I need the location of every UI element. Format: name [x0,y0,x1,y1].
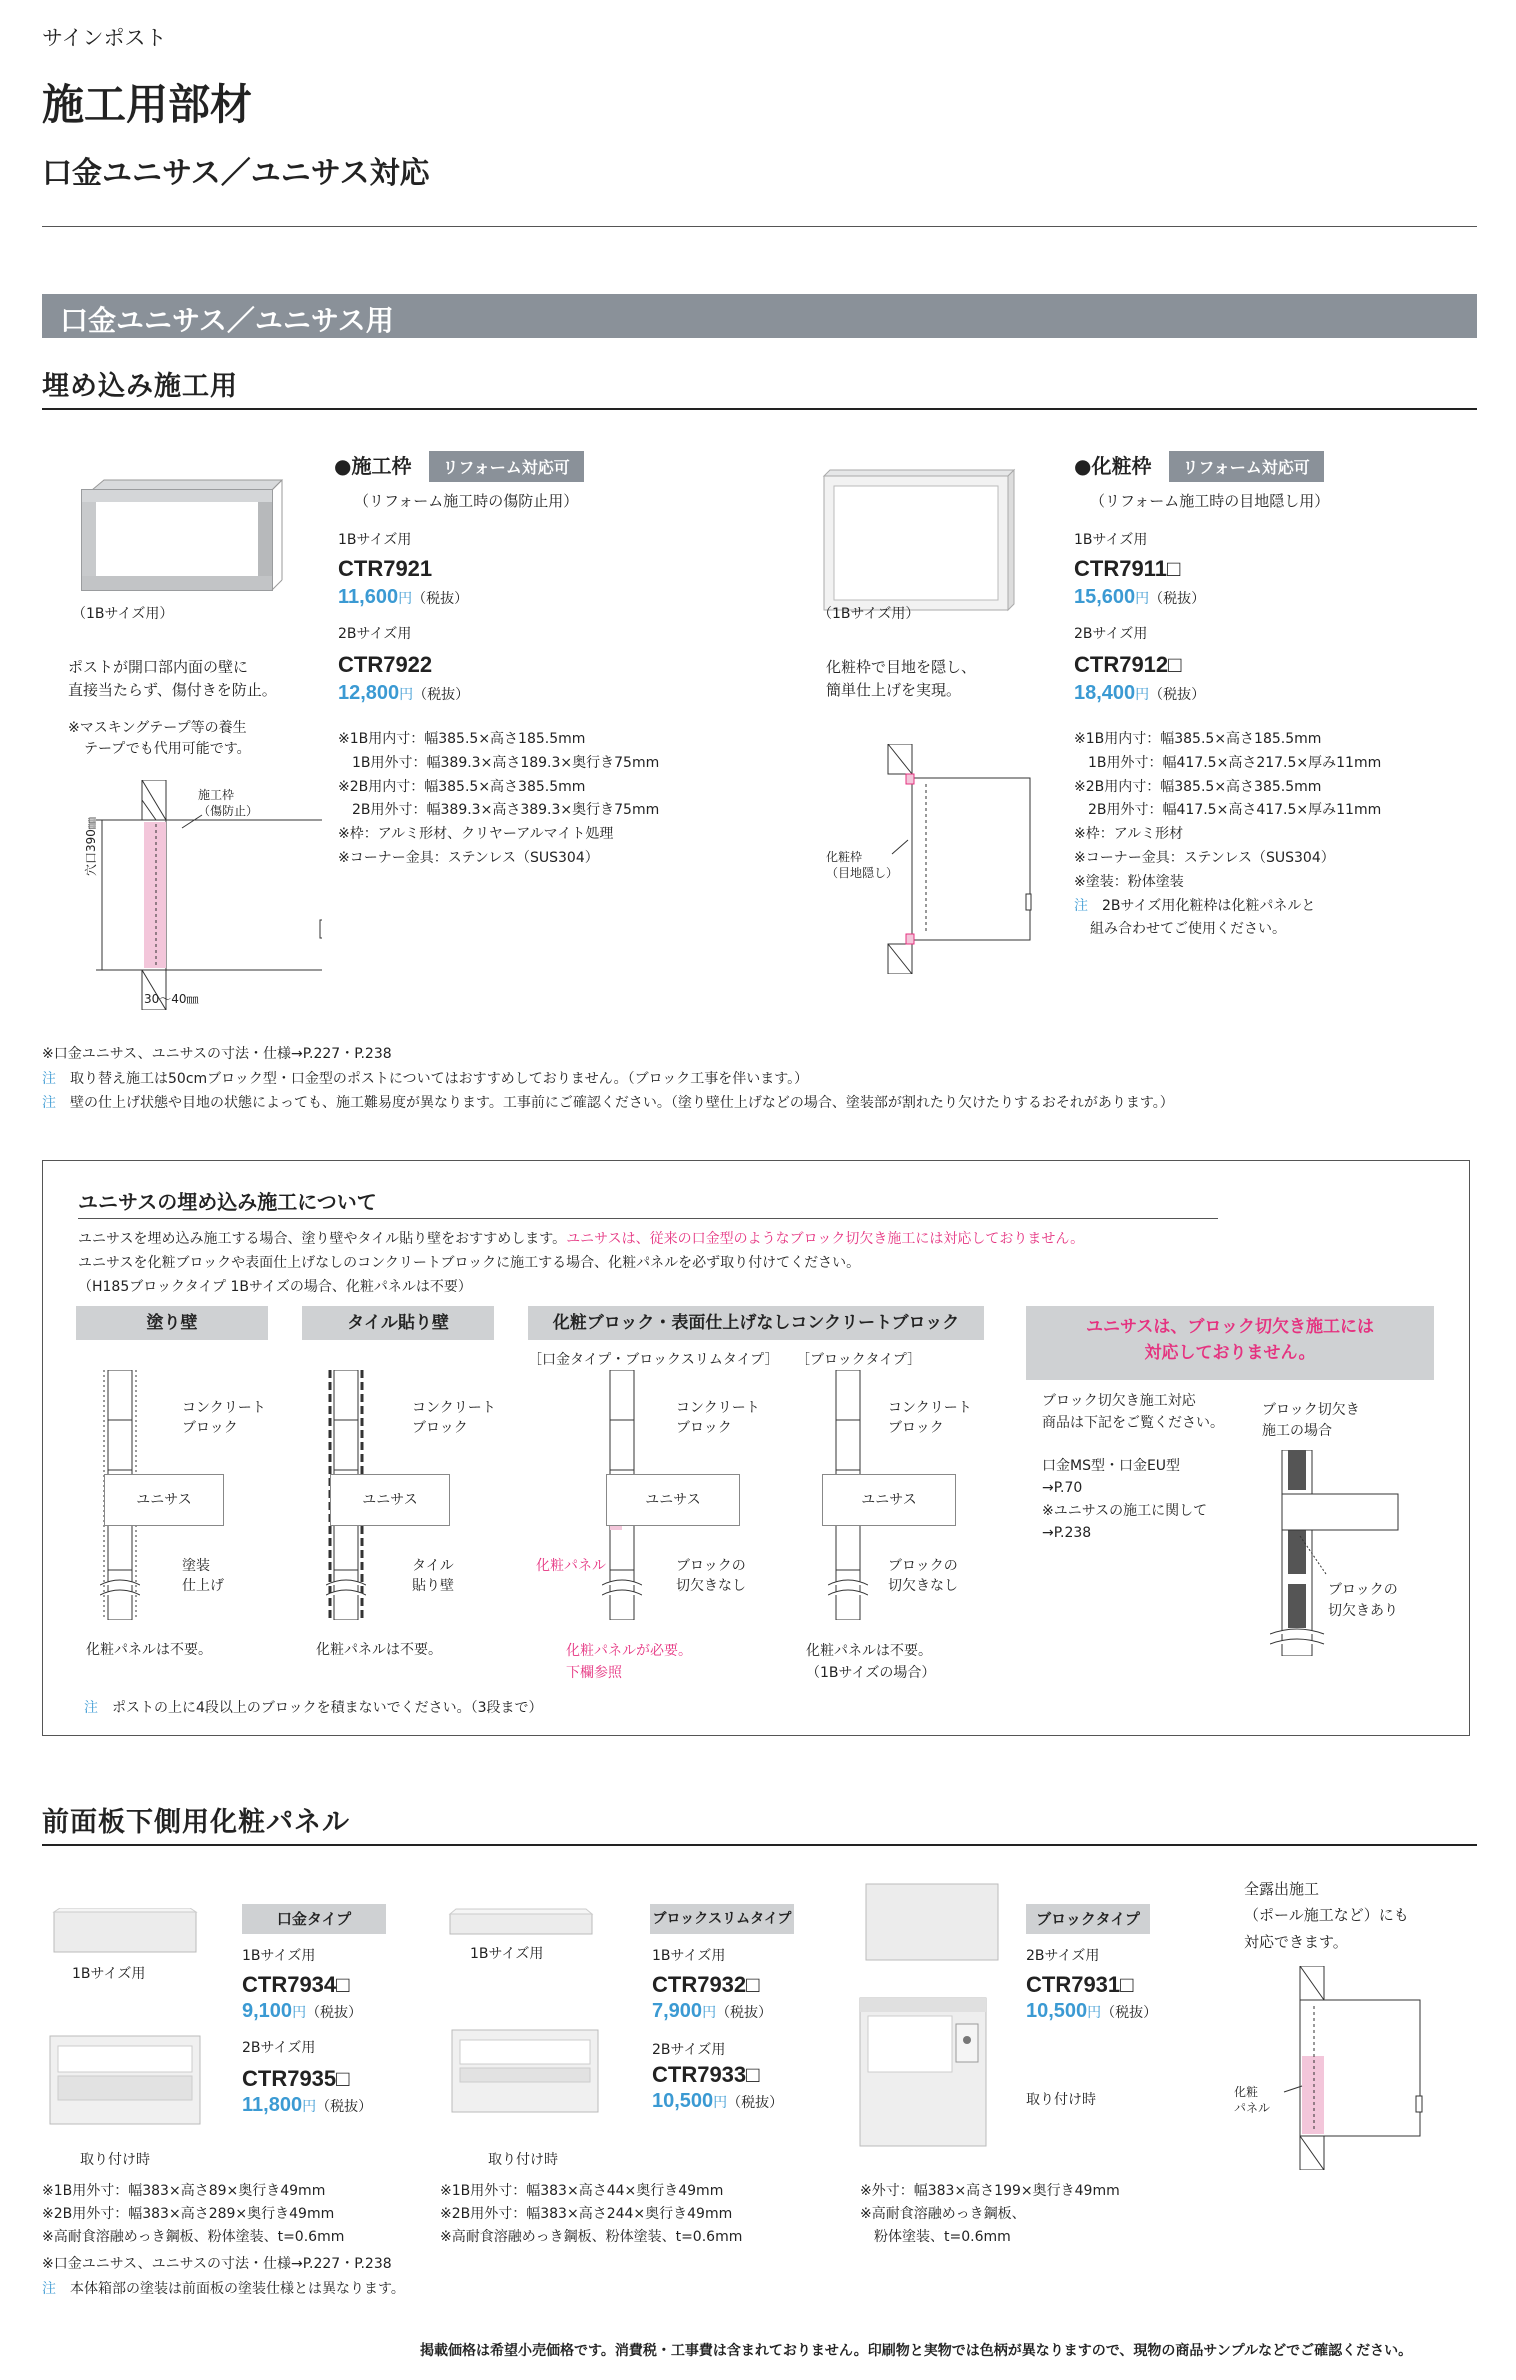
p2-tag: ブロックスリムタイプ [650,1904,794,1934]
spec-line: 粉体塗装、t=0.6mm [860,2229,1011,2246]
section1-rule [42,408,1477,410]
col4-cut-label [888,1556,958,1597]
panel-specs [1074,728,1381,942]
footnote-text: ※口金ユニサス、ユニサスの寸法・仕様→P.227・P.238 [42,1046,392,1062]
spec-line: ※高耐食溶融めっき鋼板、粉体塗装、t=0.6mm [42,2229,345,2246]
p4-line: 対応できます。 [1244,1932,1348,1951]
col3-panel-label: 化粧パネル [536,1558,606,1574]
col1-unisas-box: ユニサス [104,1474,224,1526]
spec-line: ※コーナー金具：ステンレス（SUS304） [338,849,599,866]
label-line: ブロック [182,1420,238,1437]
p2-price2 [652,2090,783,2113]
col1-caption: 化粧パネルは不要。 [86,1642,212,1658]
col2-finish-label [412,1556,454,1597]
caption-line: 下欄参照 [566,1665,622,1682]
label-line: コンクリート [676,1400,760,1416]
col5-line: →P.70 [1042,1480,1083,1497]
footnote-text: 壁の仕上げ状態や目地の状態によっても、施工難易度が異なります。工事前にご確認ください。（塗り壁仕上げなどの場合、塗装部が割れたり欠けたりするおそれがあります。） [70,1095,1174,1111]
frame-diag-dim-h: 30～40㎜ [144,992,199,1006]
col2-head: タイル貼り壁 [302,1306,494,1340]
label-line: 切欠きなし [888,1578,958,1595]
box-text [78,1228,1084,1299]
section2-title: 前面板下側用化粧パネル [42,1807,350,1838]
label-line: 施工の場合 [1262,1423,1332,1439]
p1-img2-caption: 取り付け時 [80,2152,150,2168]
yen: 円 [1135,686,1150,702]
frame-note-line: テープでも代用可能です。 [84,741,251,757]
spec-line: ※高耐食溶融めっき鋼板、 [860,2206,1026,2223]
price-value: 18,400 [1074,682,1136,704]
col5-block-cut-diagram [1270,1450,1400,1656]
yen: 円 [713,2094,728,2110]
p1-specs [42,2180,344,2249]
footnote [42,1091,1174,1116]
spec-line: ※枠：アルミ形材、クリヤーアルマイト処理 [338,826,614,843]
col4-caption [806,1640,935,1685]
box-line: （H185ブロックタイプ 1Bサイズの場合、化粧パネルは不要） [78,1278,472,1295]
label-line: 切欠きあり [1328,1603,1398,1619]
note-mark: 注 [42,1070,56,1087]
note-mark: 注 [1074,897,1088,914]
yen: 円 [292,2004,307,2020]
p1-img1-caption: 1Bサイズ用 [72,1966,146,1982]
panel-name: ●化粧枠 [1074,454,1152,478]
frame-code1: CTR7921 [338,556,433,581]
price-value: 11,800 [242,2094,303,2116]
spec-line: ※2B用外寸：幅383×高さ244×奥行き49mm [440,2206,733,2223]
tax-label: （税抜） [316,2098,373,2114]
label-line: 貼り壁 [412,1578,454,1595]
note-line: 組み合わせてご使用ください。 [1090,921,1286,938]
spec-line: ※外寸：幅383×高さ199×奥行き49mm [860,2183,1120,2199]
tax-label: （税抜） [1149,686,1206,702]
spec-line: 2B用外寸：幅389.3×高さ389.3×奥行き75mm [338,802,660,819]
tax-label: （税抜） [1101,2004,1158,2020]
yen: 円 [398,590,413,606]
price-value: 10,500 [652,2090,714,2112]
frame-info [334,450,584,482]
header-divider [42,226,1477,227]
p3-img2-caption: 取り付け時 [1026,2092,1096,2108]
frame-image-caption: （1Bサイズ用） [72,606,174,622]
panel-info [1074,450,1324,482]
section2-rule [42,1844,1477,1846]
tax-label: （税抜） [412,590,469,606]
frame-note [68,718,251,760]
p4-line: 全露出施工 [1244,1880,1320,1898]
spec-line: ※塗装：粉体塗装 [1074,873,1184,890]
col5-line: 商品は下記をご覧ください。 [1042,1415,1224,1432]
col5-head-line: 対応しておりません。 [1144,1343,1316,1364]
panel-price1 [1074,586,1205,609]
label-line: コンクリート [412,1400,496,1416]
price-value: 12,800 [338,682,400,704]
caption-line: 化粧パネルは不要。 [806,1643,932,1659]
tax-label: （税抜） [727,2094,784,2110]
frame-specs [338,728,659,871]
spec-line: 1B用外寸：幅389.3×高さ189.3×奥行き75mm [338,754,660,771]
caption-line: 化粧パネルが必要。 [566,1643,692,1659]
label-line: ブロックの [676,1558,746,1574]
spec-line: ※枠：アルミ形材 [1074,826,1184,843]
spec-line: ※2B用内寸：幅385.5×高さ385.5mm [338,778,586,795]
spec-line: ※コーナー金具：ステンレス（SUS304） [1074,849,1335,866]
panel-product-image [818,466,1018,616]
col4-unisas-box: ユニサス [822,1474,956,1526]
label-line: ブロック [676,1420,732,1437]
footnote [42,2277,405,2302]
col5-line: →P.238 [1042,1524,1092,1541]
yen: 円 [1135,590,1150,606]
note-text: ポストの上に4段以上のブロックを積まないでください。（3段まで） [112,1700,543,1716]
price-value: 10,500 [1026,2000,1088,2022]
frame-sub: （リフォーム施工時の傷防止用） [354,492,579,510]
spec-line: 2B用外寸：幅417.5×高さ417.5×厚み11mm [1074,802,1382,819]
p4-line: （ポール施工など）にも [1244,1906,1409,1925]
price-value: 9,100 [242,2000,293,2022]
col34-head: 化粧ブロック・表面仕上げなしコンクリートブロック [528,1306,984,1340]
price-value: 15,600 [1074,586,1136,608]
footer-disclaimer: 掲載価格は希望小売価格です。消費税・工事費は含まれておりません。印刷物と実物では色柄が異なりますので、現物の商品サンプルなどでご確認ください。 [420,2343,1413,2359]
note-mark: 注 [42,2280,56,2297]
p1-code2: CTR7935□ [242,2066,350,2091]
tax-label: （税抜） [413,686,470,702]
frame-code2: CTR7922 [338,652,433,677]
panel-sub: （リフォーム施工時の目地隠し用） [1090,492,1330,510]
price-value: 7,900 [652,2000,703,2022]
spec-line: ※1B用内寸：幅385.5×高さ185.5mm [1074,731,1322,747]
tax-label: （税抜） [306,2004,363,2020]
reform-tag: リフォーム対応可 [1169,451,1324,482]
p3-size1: 2Bサイズ用 [1026,1948,1100,1964]
yen: 円 [1087,2004,1102,2020]
p1-price2 [242,2094,372,2117]
panel-size2: 2Bサイズ用 [1074,626,1148,642]
box-line-1b: ユニサスは、従来の口金型のようなブロック切欠き施工には対応しておりません。 [566,1231,1085,1247]
section-band-label: 口金ユニサス／ユニサス用 [60,304,394,337]
price-value: 11,600 [338,586,399,608]
p3-2b-image [862,1880,1002,1964]
col3-sub: ［口金タイプ・ブロックスリムタイプ］ [528,1352,779,1368]
p2-size2: 2Bサイズ用 [652,2042,726,2058]
p1-installed-image [46,2028,204,2128]
p3-price1 [1026,2000,1157,2023]
panel-price2 [1074,682,1205,705]
p2-1b-image [446,1908,596,1938]
col5-line: 口金MS型・口金EU型 [1042,1457,1181,1474]
p2-specs [440,2180,742,2249]
p3-code1: CTR7931□ [1026,1972,1134,1997]
p1-size1: 1Bサイズ用 [242,1948,316,1964]
category-label: サインポスト [42,26,167,50]
panel-code1: CTR7911□ [1074,556,1181,581]
box-title-rule [78,1218,1218,1219]
spec-line: ※2B用内寸：幅385.5×高さ385.5mm [1074,778,1322,795]
yen: 円 [302,2098,317,2114]
label-line: ブロック [888,1420,944,1437]
label-line: ブロック切欠き [1262,1402,1360,1418]
frame-diag-dim-v: 穴口390㎜ [84,817,98,876]
yen: 円 [399,686,414,702]
frame-note-line: ※マスキングテープ等の養生 [68,720,247,736]
caption-line: （1Bサイズの場合） [806,1665,936,1682]
p2-img2-caption: 取り付け時 [488,2152,558,2168]
tax-label: （税抜） [716,2004,773,2020]
p2-price1 [652,2000,772,2023]
col5-line: ブロック切欠き施工対応 [1042,1393,1196,1409]
frame-price2 [338,682,469,705]
col3-cut-label [676,1556,746,1597]
panel-note [1074,895,1381,919]
page-title: 施工用部材 [42,80,253,129]
panel-desc-line: 簡単仕上げを実現。 [826,681,962,700]
p3-installed-image [856,1994,990,2150]
footnote: ※口金ユニサス、ユニサスの寸法・仕様→P.227・P.238 [42,2256,392,2272]
spec-line: ※1B用内寸：幅385.5×高さ185.5mm [338,731,586,747]
p2-code2: CTR7933□ [652,2062,760,2087]
label-line: 仕上げ [182,1578,224,1595]
box-line [78,1228,1084,1252]
spec-line: ※2B用外寸：幅383×高さ289×奥行き49mm [42,2206,335,2223]
label-line: パネル [1234,2101,1271,2116]
page-subtitle: 口金ユニサス／ユニサス対応 [42,156,430,191]
p3-specs [860,2180,1120,2249]
col5-head [1026,1306,1434,1380]
panel-desc [826,656,976,703]
yen: 円 [702,2004,717,2020]
p1-1b-image [50,1908,200,1958]
frame-name: ●施工枠 [334,454,412,478]
col1-head: 塗り壁 [76,1306,268,1340]
tax-label: （税抜） [1149,590,1206,606]
col2-unisas-box: ユニサス [330,1474,450,1526]
label-line: ブロックの [888,1558,958,1574]
col3-unisas-box: ユニサス [606,1474,740,1526]
label-line: コンクリート [182,1400,266,1416]
panel-size1: 1Bサイズ用 [1074,532,1148,548]
section1-footnotes [42,1042,1174,1116]
frame-desc-line: ポストが開口部内面の壁に [68,658,249,676]
p2-img1-caption: 1Bサイズ用 [470,1946,544,1962]
panel-code2: CTR7912□ [1074,652,1182,677]
p1-tag: 口金タイプ [242,1904,386,1934]
label-line: コンクリート [888,1400,972,1416]
label-line: 化粧 [1234,2085,1259,2099]
col1-finish-label [182,1556,224,1597]
box-line: ユニサスを化粧ブロックや表面仕上げなしのコンクリートブロックに施工する場合、化粧パネルを必ず取り付けてください。 [78,1254,861,1271]
panel-diag-label-1: 化粧枠 [826,850,863,864]
col4-sub: ［ブロックタイプ］ [796,1352,922,1368]
panel-image-caption: （1Bサイズ用） [818,606,920,622]
frame-price1 [338,586,468,609]
col5-line: ※ユニサスの施工に関して [1042,1502,1208,1519]
p3-tag: ブロックタイプ [1026,1904,1150,1934]
col2-caption: 化粧パネルは不要。 [316,1642,442,1658]
section2-footnotes [42,2252,405,2301]
panel-diag-label [826,850,898,881]
frame-size2: 2Bサイズ用 [338,626,412,642]
col3-caption [566,1640,692,1685]
note-line: 2Bサイズ用化粧枠は化粧パネルと [1102,897,1316,914]
spec-line: ※高耐食溶融めっき鋼板、粉体塗装、t=0.6mm [440,2229,743,2246]
p1-size2: 2Bサイズ用 [242,2040,316,2056]
label-line: タイル [412,1558,454,1574]
spec-line: ※1B用外寸：幅383×高さ44×奥行き49mm [440,2183,724,2199]
p2-installed-image [448,2024,602,2114]
p2-size1: 1Bサイズ用 [652,1948,726,1964]
col5-diag-cut [1328,1580,1398,1622]
note-mark: 注 [42,1095,56,1111]
frame-size1: 1Bサイズ用 [338,532,412,548]
label-line: 切欠きなし [676,1578,746,1595]
frame-diag-label-1: 施工枠 [198,788,235,802]
col2-block-label [412,1398,496,1439]
col5-diag-title [1262,1400,1360,1442]
col4-block-label [888,1398,972,1439]
reform-tag: リフォーム対応可 [429,451,584,482]
section1-title: 埋め込み施工用 [42,371,238,402]
frame-desc-line: 直接当たらず、傷付きを防止。 [68,681,277,700]
col3-block-label [676,1398,760,1439]
spec-line: 1B用外寸：幅417.5×高さ217.5×厚み11mm [1074,754,1382,771]
col5-text [1042,1390,1224,1544]
box-note [84,1698,543,1719]
label-line: ブロック [412,1420,468,1437]
note-mark: 注 [84,1700,98,1716]
footnote [42,1067,1174,1092]
spec-line: ※1B用外寸：幅383×高さ89×奥行き49mm [42,2183,326,2199]
box-title: ユニサスの埋め込み施工について [78,1190,377,1214]
col5-head-line: ユニサスは、ブロック切欠き施工には [1086,1317,1374,1337]
p1-price1 [242,2000,362,2023]
box-line-1a: ユニサスを埋め込み施工する場合、塗り壁やタイル貼り壁をおすすめします。 [78,1231,567,1247]
label-line: 塗装 [182,1558,210,1574]
section-band [42,294,1477,338]
footnote [42,1042,1174,1067]
label-line: ブロックの [1328,1582,1398,1598]
frame-diag-label-2: （傷防止） [198,803,259,818]
footnote-text: 取り替え施工は50cmブロック型・口金型のポストについてはおすすめしておりません。（ブロック工事を伴います。） [70,1070,809,1087]
panel-diag-label-2: （目地隠し） [826,865,899,880]
p4-panel-label [1234,2084,1270,2116]
p4-exposed-diagram [1270,1966,1430,2170]
footnote-text: 本体箱部の塗装は前面板の塗装仕様とは異なります。 [70,2280,405,2297]
p4-text [1244,1876,1409,1955]
col1-block-label [182,1398,266,1439]
frame-diag-label [198,788,258,819]
panel-desc-line: 化粧枠で目地を隠し、 [826,658,977,676]
frame-product-image [72,472,292,602]
p1-code1: CTR7934□ [242,1972,350,1997]
p2-code1: CTR7932□ [652,1972,760,1997]
frame-desc [68,656,277,703]
